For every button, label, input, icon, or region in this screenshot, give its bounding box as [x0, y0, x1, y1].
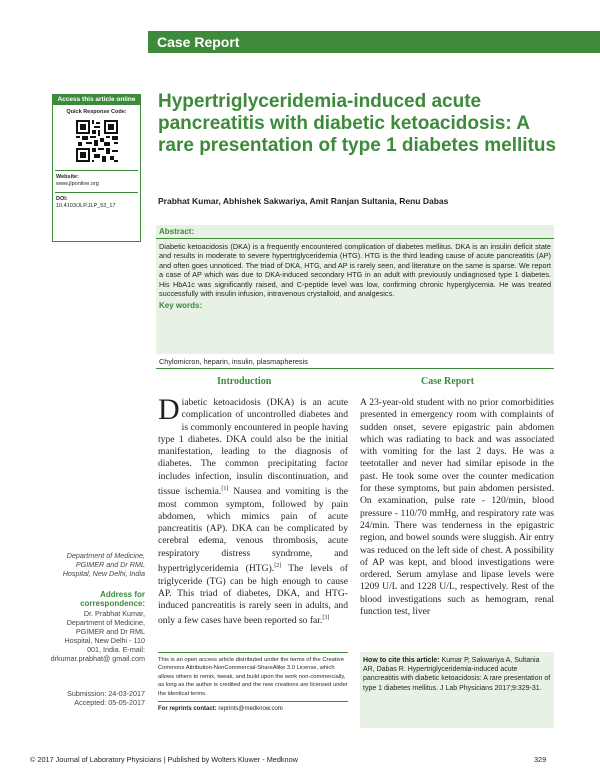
dates — [50, 689, 145, 707]
license-note: This is an open access article distributed under the terms of the Creative Commons Attribution-NonCommercial-ShareAlike 3.0 License, which allows others to remix, tweak, and build upon the work non-commercially, as long as the author is credited and the new creations are licensed under the identical terms. — [158, 652, 348, 698]
keywords-heading: Key words: — [159, 301, 203, 311]
keywords-text: Chylomicron, heparin, insulin, plasmapheresis — [159, 357, 308, 366]
correspondence-heading: Address for correspondence: — [80, 590, 145, 608]
case-report-text: A 23-year-old student with no prior comorbidities presented in emergency room with complaints of sudden onset, severe epigastric pain abdomen which was radiating to back and was associated with vomiting for the last 2 days. He was a teetotaller and never had similar episode in the past. He took some over the counter medication for these symptoms, but pain abdomen persisted. On examination, pulse rate - 120/min, blood pressure - 110/70 mmHg, and respiratory rate was 24/min. There was tenderness in the epigastric region, and bowel sounds were sluggish. Air entry was reduced on the left side of chest. A possibility of AP was kept, and blood investigations were ordered. Serum amylase and lipase levels were 1209 U/L and 1228 U/L, respectively. Rest of the blood investigations such as hemogram, renal function test, liver — [360, 397, 554, 618]
author-list: Prabhat Kumar, Abhishek Sakwariya, Amit Ranjan Sultania, Renu Dabas — [158, 196, 449, 206]
intro-part-2: Nausea and vomiting is the most common symptom, followed by pain abdomen, which mimics pain of acute pancreatitis (AP). DKA can be complicated by cerebral edema, venous thrombosis, acute respiratory distress syndrome, and hypertriglyceridemia (HTG). — [158, 486, 349, 575]
article-title: Hypertriglyceridemia-induced acute pancreatitis with diabetic ketoacidosis: A rare presentation of type 1 diabetes mellitus — [158, 91, 557, 156]
access-divider — [55, 170, 138, 171]
affiliation: Department of Medicine, PGIMER and Dr RML Hospital, New Delhi, India — [62, 551, 145, 578]
article-type-banner: Case Report — [148, 31, 600, 53]
abstract-heading: Abstract: — [156, 225, 554, 239]
journal-footer: © 2017 Journal of Laboratory Physicians | Published by Wolters Kluwer - Medknow — [30, 755, 298, 764]
citation-ref[interactable]: [2] — [274, 563, 282, 570]
cite-label: How to cite this article: — [363, 657, 440, 664]
reprints-label: For reprints contact: — [158, 706, 217, 712]
abstract-text: Diabetic ketoacidosis (DKA) is a frequently encountered complication of diabetes mellitus. DKA is an insulin deficit state and results in moderate to severe hypertriglyceridemia (HTG). HTG is the third leading cause of acute pancreatitis (AP) and often goes unnoticed. The triad of DKA, HTG, and AP is rarely seen, and literature on the same is sparse. We report a case of AP which was due to DKA-induced secondary HTG in an adult with previously undiagnosed type 1 diabetes. His HbA1c was significantly raised, and C-peptide level was low, confirming chronic hyperglycemia. He was treated successfully with insulin infusion, intravenous crystalloid, and analgesics. — [159, 242, 551, 299]
drop-cap: D — [158, 393, 180, 426]
case-report-heading: Case Report — [421, 376, 475, 387]
introduction-heading: Introduction — [217, 376, 272, 387]
page-number: 329 — [534, 755, 547, 764]
doi-link[interactable]: 10.4103/JLP.JLP_53_17 — [56, 203, 116, 209]
doi-label: DOI: — [56, 196, 68, 202]
access-header: Access this article online — [53, 95, 140, 105]
website-label: Website: — [56, 174, 79, 180]
citation-ref[interactable]: [3] — [322, 615, 330, 622]
reprints-email[interactable]: reprints@medknow.com — [216, 706, 283, 712]
introduction-text — [158, 393, 349, 628]
citation-ref[interactable]: [1] — [221, 486, 229, 493]
access-divider — [55, 192, 138, 193]
submission-date: Submission: 24-03-2017 — [67, 689, 145, 698]
how-to-cite-box — [360, 652, 554, 728]
qr-label: Quick Response Code: — [66, 109, 127, 115]
correspondence-address: Dr. Prabhat Kumar, Department of Medicine, PGIMER and Dr RML Hospital, New Delhi - 110 001, India. E-mail: drkumar.prabhat@ gmail.com — [50, 609, 145, 663]
website-link[interactable]: www.jlponline.org — [56, 181, 99, 187]
reprints-contact — [158, 701, 348, 712]
qr-code-icon[interactable] — [76, 120, 118, 162]
abstract-box — [156, 225, 554, 354]
access-article-box — [52, 94, 141, 242]
intro-part-3: The levels of triglyceride (TG) can be high enough to cause AP. This triad of diabetes, DKA, and HTG-induced pancreatitis is rarely seen in adults, and only a few cases have been reported so far. — [158, 563, 348, 627]
intro-part-1: iabetic ketoacidosis (DKA) is an acute complication of uncontrolled diabetes and is commonly encountered in people having type 1 diabetes. DKA could also be the initial manifestation, leading to the diagnosis of diabetes. The common precipitating factor includes infection, insulin discontinuation, and tissue ischemia. — [158, 397, 348, 498]
accepted-date: Accepted: 05-05-2017 — [74, 698, 145, 707]
keywords-divider — [156, 368, 554, 369]
cite-text: Kumar P, Sakwariya A, Sultania AR, Dabas R. Hypertriglyceridemia-induced acute pancreatitis with diabetic ketoacidosis: A rare presentation of type 1 diabetes mellitus. J Lab Physicians 2017;9:329-31. — [363, 657, 551, 692]
